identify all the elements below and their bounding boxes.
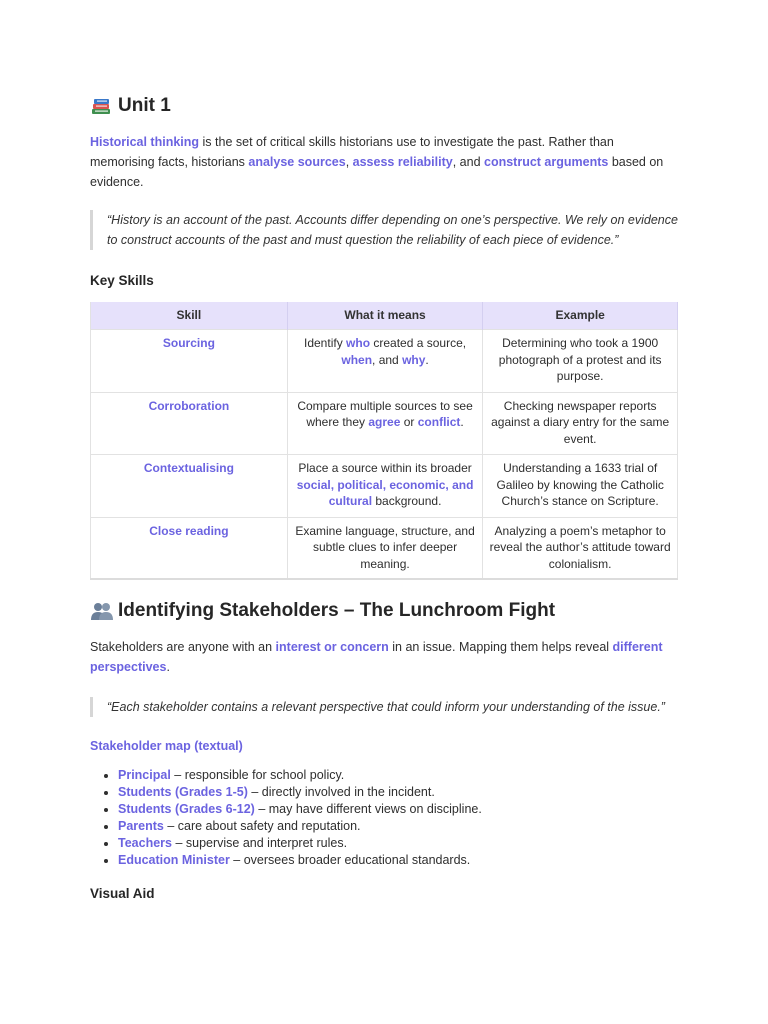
section-divider xyxy=(90,578,678,580)
skill-name[interactable]: Close reading xyxy=(149,523,229,538)
header-meaning: What it means xyxy=(287,302,483,330)
meaning-cell: Place a source within its broader social, political, economic, and cultural background. xyxy=(287,455,483,518)
meaning-cell: Examine language, structure, and subtle clues to infer deeper meaning. xyxy=(287,517,483,580)
unit-title xyxy=(90,95,171,117)
unit-title-text: Unit 1 xyxy=(118,95,171,116)
table-row xyxy=(91,392,678,455)
stakeholder-name[interactable]: Principal xyxy=(118,768,171,782)
list-item: • Students (Grades 6-12) – may have different views on discipline. xyxy=(118,801,482,818)
meaning-keyword[interactable]: why xyxy=(402,352,426,367)
example-cell: Checking newspaper reports against a diary entry for the same event. xyxy=(483,392,678,455)
stakeholders-title xyxy=(90,600,555,622)
table-row xyxy=(91,517,678,580)
stakeholder-name[interactable]: Education Minister xyxy=(118,853,230,867)
stakeholder-name[interactable]: Parents xyxy=(118,819,164,833)
key-skills-heading: Key Skills xyxy=(90,273,154,288)
stakeholder-list xyxy=(104,767,482,869)
example-cell: Determining who took a 1900 photograph of a protest and its purpose. xyxy=(483,330,678,393)
skill-name[interactable]: Sourcing xyxy=(162,336,215,350)
stakeholders-title-text: Identifying Stakeholders – The Lunchroom Fight xyxy=(118,600,556,621)
list-item: • Principal – responsible for school policy. xyxy=(118,767,482,784)
skill-cell xyxy=(91,517,288,580)
meaning-cell: Identify who created a source, when, and why. xyxy=(287,330,483,393)
meaning-keyword[interactable]: who xyxy=(346,336,371,350)
table-header-row xyxy=(91,302,678,330)
example-cell: Understanding a 1633 trial of Galileo by knowing the Catholic Church’s stance on Scripture. xyxy=(483,455,678,518)
stakeholders-intro: Stakeholders are anyone with an interest or concern in an issue. Mapping them helps reveal different perspectives. xyxy=(90,640,663,674)
term-interest-or-concern[interactable]: interest or concern xyxy=(275,640,389,654)
stakeholder-name[interactable]: Students (Grades 1-5) xyxy=(118,785,248,799)
visual-aid-heading: Visual Aid xyxy=(90,886,155,901)
people-icon xyxy=(90,601,112,621)
books-icon xyxy=(90,96,112,116)
skill-cell xyxy=(91,392,288,455)
skill-cell xyxy=(91,330,288,393)
list-item: • Education Minister – oversees broader educational standards. xyxy=(118,852,482,869)
meaning-keyword[interactable]: conflict xyxy=(417,415,461,429)
meaning-keyword[interactable]: agree xyxy=(368,415,401,429)
term-analyse-sources[interactable]: analyse sources xyxy=(248,155,346,169)
term-different-perspectives[interactable]: different perspectives xyxy=(90,640,663,674)
meaning-keyword[interactable]: social, political, economic, and cultural xyxy=(296,477,474,508)
term-historical-thinking[interactable]: Historical thinking xyxy=(90,135,200,149)
term-construct-arguments[interactable]: construct arguments xyxy=(484,155,609,169)
table-row xyxy=(91,455,678,518)
meaning-keyword[interactable]: when xyxy=(341,352,373,367)
list-item: • Parents – care about safety and reputation. xyxy=(118,818,482,835)
stakeholders-quote: “Each stakeholder contains a relevant perspective that could inform your understanding of the issue.” xyxy=(90,697,687,717)
skill-name[interactable]: Contextualising xyxy=(143,461,234,475)
header-skill: Skill xyxy=(91,302,288,330)
unit-quote: “History is an account of the past. Accounts differ depending on one’s perspective. We rely on evidence to construct accounts of the past and must question the reliability of each piece of evidence.” xyxy=(90,210,687,250)
header-example: Example xyxy=(483,302,678,330)
list-item: • Teachers – supervise and interpret rules. xyxy=(118,835,482,852)
unit-intro: Historical thinking is the set of critical skills historians use to investigate the past. Rather than memorising facts, historians analyse sources, assess reliability, and construct arguments based on evidence. xyxy=(90,135,664,189)
term-assess-reliability[interactable]: assess reliability xyxy=(352,155,453,169)
list-item: • Students (Grades 1-5) – directly involved in the incident. xyxy=(118,784,482,801)
key-skills-table xyxy=(90,302,678,580)
stakeholder-name[interactable]: Teachers xyxy=(118,836,172,850)
stakeholder-name[interactable]: Students (Grades 6-12) xyxy=(118,802,255,816)
table-row xyxy=(91,330,678,393)
example-cell: Analyzing a poem’s metaphor to reveal the author’s attitude toward colonialism. xyxy=(483,517,678,580)
skill-cell xyxy=(91,455,288,518)
meaning-cell: Compare multiple sources to see where they agree or conflict. xyxy=(287,392,483,455)
skill-name[interactable]: Corroboration xyxy=(148,398,230,413)
stakeholder-map-heading: Stakeholder map (textual) xyxy=(90,739,243,753)
